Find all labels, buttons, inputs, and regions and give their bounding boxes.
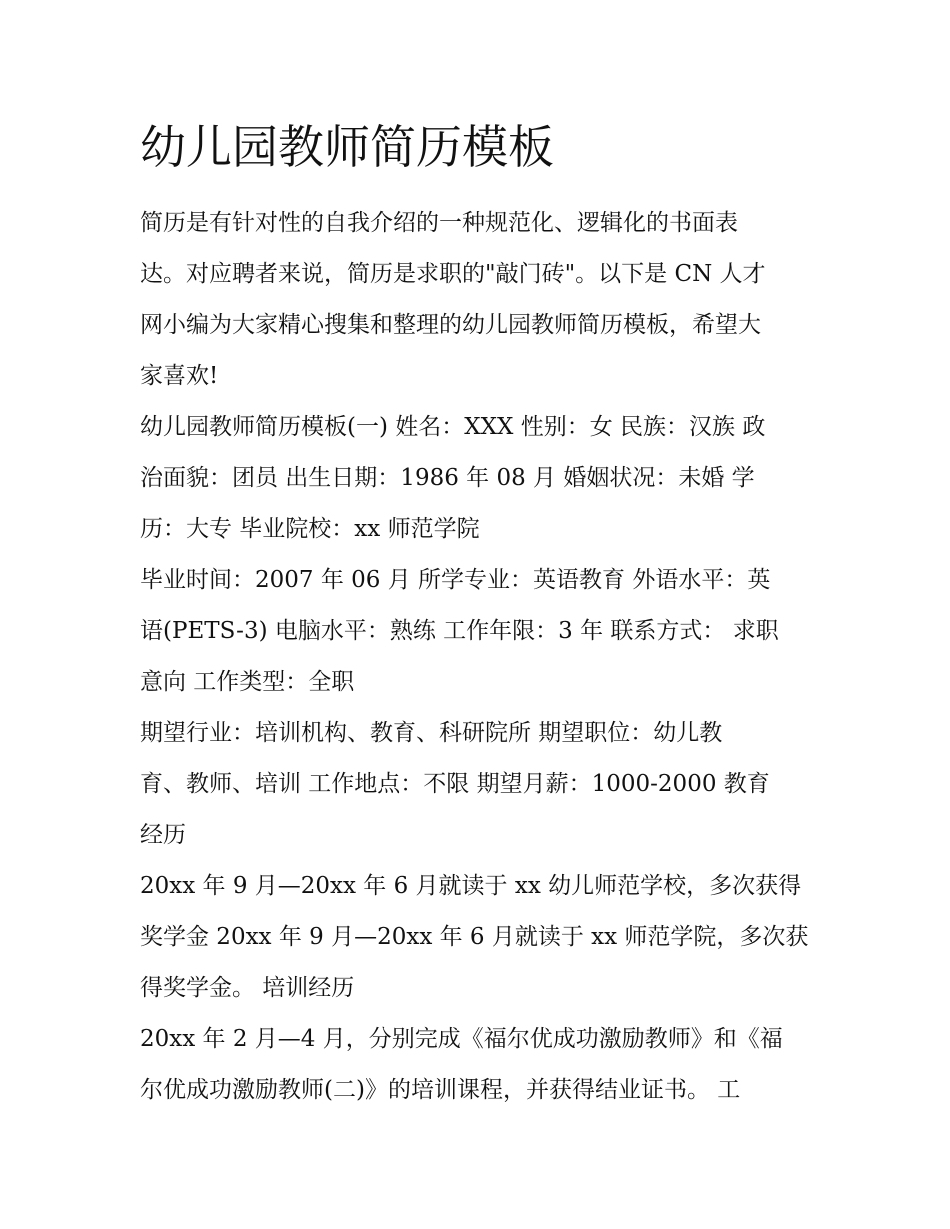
body-line: 奖学金 20xx 年 9 月—20xx 年 6 月就读于 xx 师范学院，多次获 [140, 924, 809, 950]
body-line: 育、教师、培训 工作地点：不限 期望月薪：1000-2000 教育 [140, 771, 770, 797]
document-title: 幼儿园教师简历模板 [140, 120, 554, 174]
body-line: 幼儿园教师简历模板(一) 姓名：XXX 性别：女 民族：汉族 政 [140, 414, 766, 440]
body-line: 期望行业：培训机构、教育、科研院所 期望职位：幼儿教 [140, 720, 723, 746]
body-line: 历：大专 毕业院校：xx 师范学院 [140, 516, 480, 542]
body-line: 经历 [140, 822, 186, 848]
body-line: 意向 工作类型：全职 [140, 669, 355, 695]
body-line: 达。对应聘者来说，简历是求职的"敲门砖"。以下是 CN 人才 [140, 261, 766, 287]
body-line: 得奖学金。 培训经历 [140, 975, 355, 1001]
body-line: 简历是有针对性的自我介绍的一种规范化、逻辑化的书面表 [140, 210, 738, 236]
document-body [140, 198, 820, 1116]
body-line: 20xx 年 9 月—20xx 年 6 月就读于 xx 幼儿师范学校，多次获得 [140, 873, 802, 899]
body-line: 语(PETS-3) 电脑水平：熟练 工作年限：3 年 联系方式： 求职 [140, 618, 779, 644]
body-line: 家喜欢! [140, 363, 219, 389]
body-line: 治面貌：团员 出生日期：1986 年 08 月 婚姻状况：未婚 学 [140, 465, 755, 491]
body-line: 尔优成功激励教师(二)》的培训课程，并获得结业证书。 工 [140, 1077, 741, 1103]
body-line: 20xx 年 2 月—4 月，分别完成《福尔优成功激励教师》和《福 [140, 1026, 783, 1052]
body-line: 毕业时间：2007 年 06 月 所学专业：英语教育 外语水平：英 [140, 567, 771, 593]
body-line: 网小编为大家精心搜集和整理的幼儿园教师简历模板，希望大 [140, 312, 761, 338]
